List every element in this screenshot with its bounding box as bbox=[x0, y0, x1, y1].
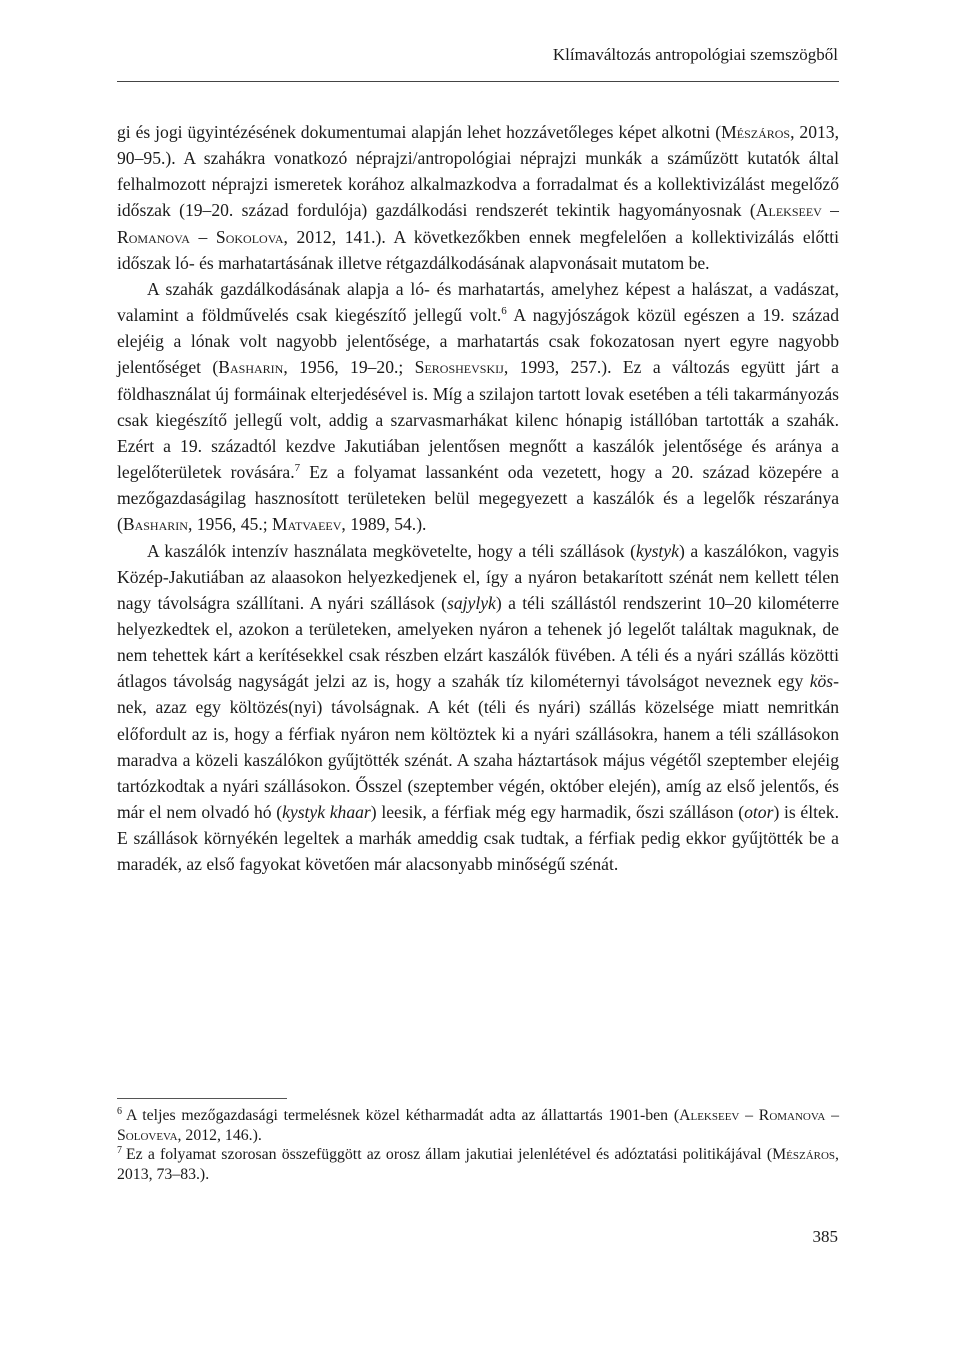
text-run: , 2012, 146.). bbox=[177, 1126, 262, 1144]
text-run: , 1993, 257.). Ez a változás együtt járt a földhasználat új formáinak elterjedésével is. Míg a szilajon tartott lovak esetében a téli takarmányozás csak kiegészítő jellegű volt, addig a szarvasmarhákat kilenc hónapig istállóban tartották a szahák. Ezért a 19. századtól kezdve Jakutiában jelentősen megnőtt a kaszálók jelentősége és aránya a legelőterületek rovására. bbox=[117, 357, 839, 483]
author-citation: Alekseev bbox=[755, 200, 822, 221]
text-run: – bbox=[821, 200, 839, 221]
author-citation: Soloveva bbox=[117, 1126, 178, 1144]
author-citation: Basharin bbox=[122, 514, 188, 535]
footnote-number: 7 bbox=[117, 1144, 122, 1156]
text-run: A kaszálók intenzív használata megkövetelte, hogy a téli szállások ( bbox=[147, 540, 636, 561]
text-run: Ez a folyamat lassanként oda vezetett, hogy a 20. század közepére a mezőgazdaságilag hasznosított területeken belül megegyezett a kaszálók és a legelők részaránya ( bbox=[117, 462, 839, 535]
text-run: Ez a folyamat szorosan összefüggött az orosz állam jakutiai jelenlétével és adóztatási politikájával ( bbox=[126, 1146, 773, 1164]
body-text bbox=[117, 119, 839, 878]
yakut-term: sajylyk bbox=[446, 592, 496, 613]
author-citation: Sokolova bbox=[215, 226, 284, 247]
text-run: – bbox=[739, 1107, 759, 1124]
yakut-term: otor bbox=[744, 802, 774, 823]
paragraph-3 bbox=[117, 538, 839, 878]
text-run: A teljes mezőgazdasági termelésnek közel kétharmadát adta az állattartás 1901-ben ( bbox=[126, 1107, 680, 1124]
text-run: , 2013, 73–83.). bbox=[117, 1146, 839, 1183]
text-run: A nagyjószágok közül egészen a 19. század elejéig a lónak volt nagyobb jelentősége, a marhatartás csak fokozatosan nyert egyre nagyobb jelentőséget ( bbox=[117, 305, 840, 378]
author-citation: Mészáros bbox=[721, 122, 791, 142]
author-citation: Mészáros bbox=[772, 1146, 836, 1164]
footnotes bbox=[117, 1106, 839, 1184]
text-run: ) a kaszálókon, vagyis Közép-Jakutiában az alaasokon helyezkedjenek el, így a nyáron betakarított szénát nem kellett télen nagy távolságra szállítani. A nyári szállások ( bbox=[117, 540, 839, 613]
running-head: Klímaváltozás antropológiai szemszögből bbox=[552, 45, 838, 64]
page-number: 385 bbox=[812, 1227, 838, 1246]
text-run: A szahák gazdálkodásának alapja a ló- és marhatartás, amelyhez képest a halászat, a vadászat, valamint a földművelés csak kiegészítő jellegű volt. bbox=[117, 278, 839, 326]
yakut-term: kystyk khaar bbox=[282, 802, 371, 823]
text-run: – bbox=[825, 1107, 839, 1124]
author-citation: Alekseev bbox=[679, 1107, 740, 1124]
author-citation: Romanova bbox=[758, 1107, 826, 1124]
author-citation: Basharin bbox=[218, 357, 284, 378]
footnote-reference: 7 bbox=[294, 462, 301, 475]
text-run: ) leesik, a férfiak még egy harmadik, őszi szálláson ( bbox=[370, 802, 745, 823]
footnote-number: 6 bbox=[117, 1105, 122, 1117]
header-rule bbox=[117, 81, 839, 82]
text-run: gi és jogi ügyintézésének dokumentumai alapján lehet hozzávetőleges képet alkotni ( bbox=[117, 122, 722, 142]
text-run: -nek, azaz egy költözés(nyi) távolságnak. A két (téli és nyári) szállás közelsége miatt nemritkán előfordult az is, hogy a férfiak nyáron nem költöztek ki a nyári szállásokra, hanem a téli szállásokon maradva a közeli kaszálókon gyűjtötték szénát. A szaha háztartások május végétől szeptember elejéig tartózkodtak a nyári szállásokon. Ősszel (szeptember végén, október elején), amíg az első jelentős, és már el nem olvadó hó ( bbox=[117, 671, 839, 823]
yakut-term: kystyk bbox=[635, 540, 679, 561]
paragraph-2 bbox=[117, 276, 839, 538]
footnote-rule bbox=[117, 1098, 287, 1099]
author-citation: Matvaeev bbox=[272, 514, 342, 535]
text-run: , 2012, 141.). A következőkben ennek megfelelően a kollektivizálás előtti időszak ló- és marhatartásának illetve rétgazdálkodásának alapvonásait mutatom be. bbox=[117, 226, 839, 273]
footnote-reference: 6 bbox=[501, 305, 507, 318]
text-run: , 1956, 45.; bbox=[187, 514, 272, 535]
author-citation: Romanova bbox=[117, 226, 190, 247]
text-run: ) a téli szállástól rendszerint 10–20 kilométerre helyezkedtek el, azokon a területeken, amelyeken nyáron a tehenek jó legelőt találtak maguknak, de nem tehettek kárt a kerítésekkel csak részben elzárt kaszálók füvében. A téli és a nyári szállás közötti átlagos távolság nagyságát jelzi az is, hogy a szahák tíz kilométernyi távolságot neveznek egy bbox=[117, 592, 839, 692]
paragraph-1 bbox=[117, 119, 839, 276]
yakut-term: kös bbox=[809, 671, 834, 692]
text-run: , 1956, 19–20.; bbox=[283, 357, 415, 378]
text-run: ) is éltek. E szállások környékén legeltek a marhák ameddig csak tudtak, a férfiak pedig ekkor gyűjtötték be a maradék, az első fagyokat követően már alacsonyabb minőségű szénát. bbox=[117, 802, 839, 875]
footnote-6 bbox=[117, 1106, 839, 1145]
text-run: , 1989, 54.). bbox=[341, 514, 427, 535]
text-run: , 2013, 90–95.). A szahákra vonatkozó néprajzi/antropológiai néprajzi munkák a száműzött kutatók által felhalmozott néprajzi ismeretek korához alkalmazkodva a forradalmat és a kollektivizálást megelőző időszak (19–20. század fordulója) gazdálkodási rendszerét tekintik hagyományosnak ( bbox=[117, 122, 839, 221]
author-citation: Seroshevskij bbox=[414, 357, 504, 378]
footnote-7 bbox=[117, 1145, 839, 1184]
text-run: – bbox=[189, 226, 216, 247]
